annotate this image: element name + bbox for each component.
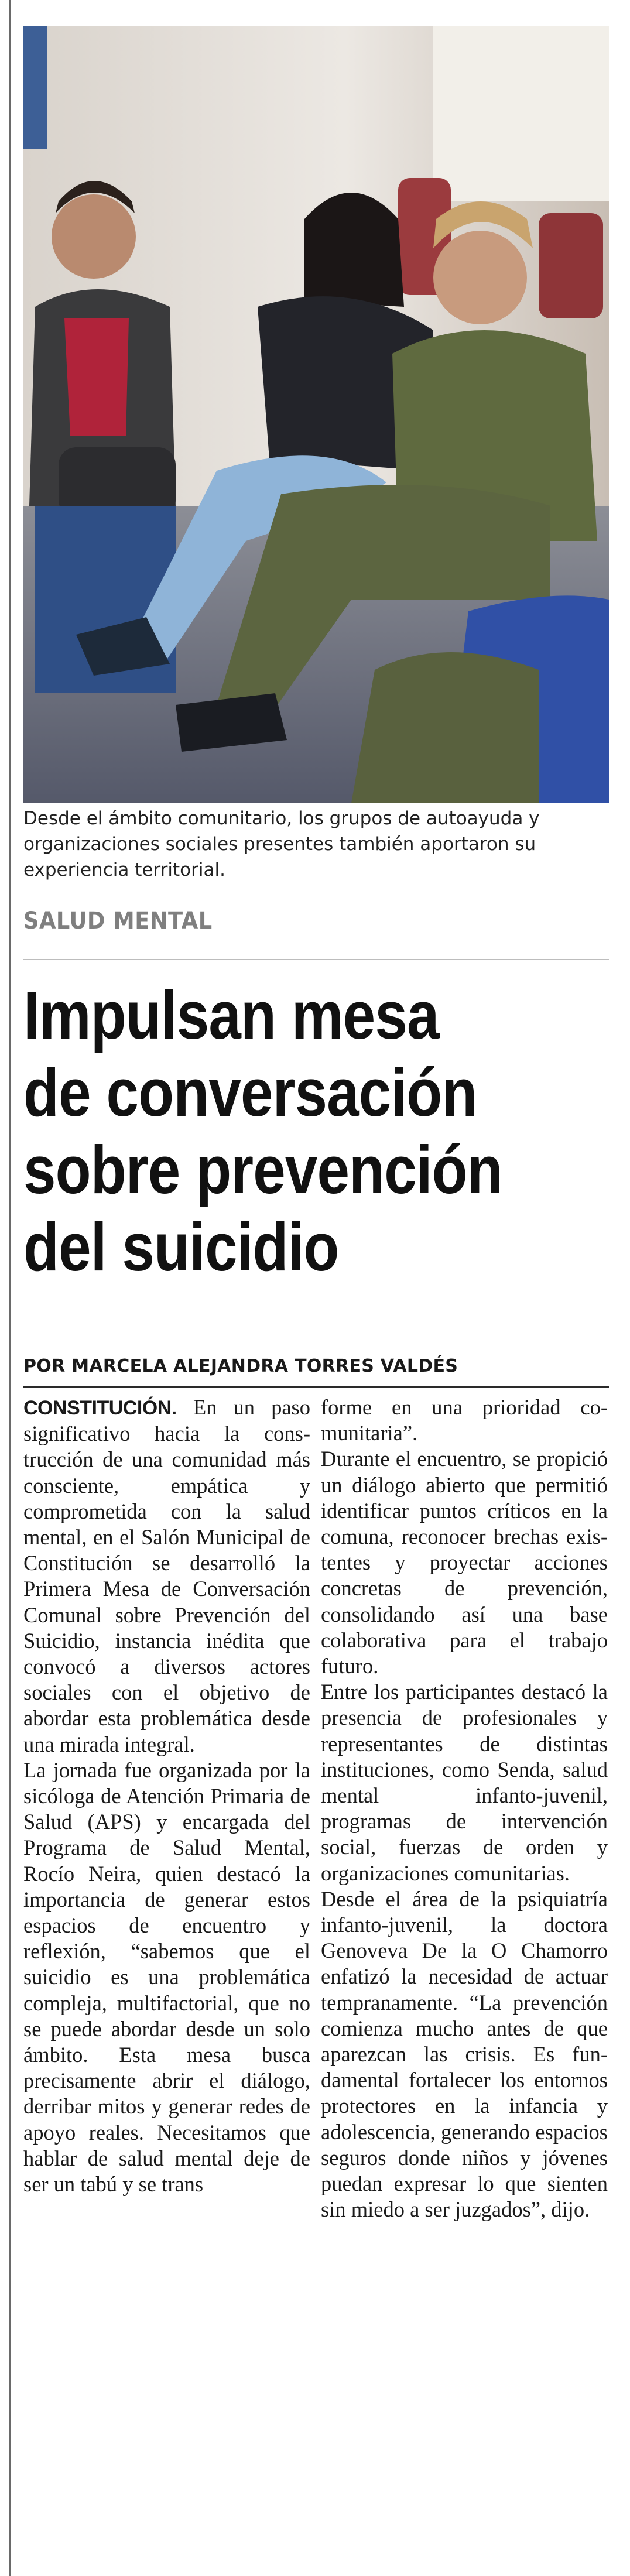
- paragraph-1: [23, 1395, 310, 1758]
- paragraph-3: Durante el encuentro, se propició un diálogo abierto que permitió identificar puntos críticos en la comuna, reconocer brechas existentes y proyectar acciones concretas de prevención, consolidando así una base colaborativa para el trabajo futuro.: [321, 1447, 608, 1678]
- paragraph-2: La jornada fue organizada por la sicóloga de Atención Primaria de Salud (APS) y encargada del Programa de Salud Mental, Rocío Neira, quien destacó la importancia de generar estos espacios de encuentro y reflexión, “sabemos que el suicidio es una problemática compleja, multifactorial, que no se puede abordar desde un solo ámbito. Esta mesa busca precisamente abrir el diálogo, derribar mitos y generar redes de apoyo reales. Necesitamos que hablar de salud mental deje de ser un tabú y se trans: [23, 1758, 310, 2197]
- paragraph-4: Entre los participantes destacó la presencia de profesionales y representantes de distintas instituciones, como Senda, salud mental infanto-juvenil, programas de intervención social, fuerzas de orden y organizaciones comunitarias.: [321, 1680, 608, 1885]
- meeting-photo-illustration: [23, 26, 609, 803]
- headline-line-3: sobre prevención: [23, 1132, 502, 1208]
- paragraph-1-text: En un paso significativo hacia la construcción de una comunidad más consciente, empática y comprometida con la salud mental, en el Salón Municipal de Constitución se desarrolló la Primera Mesa de Conversación Comunal sobre Prevención del Suicidio, instancia inédita que convocó a diversos actores sociales con el objetivo de abordar esta problemática desde una mirada integral.: [23, 1395, 310, 1756]
- paragraph-2-continued: forme en una prioridad comunitaria”.: [321, 1395, 608, 1445]
- paragraph-5: Desde el área de la psiquiatría infanto-juvenil, la doctora Genoveva De la O Chamorro enfatizó la necesidad de actuar tempranamente. “La prevención comienza mucho antes de que aparezcan las crisis. Es fundamental fortalecer los entornos protectores en la infancia y adolescencia, generando espacios seguros donde niños y jóvenes puedan expresar lo que sienten sin miedo a ser juzgados”, dijo.: [321, 1886, 608, 2222]
- article-photo: [23, 26, 609, 803]
- page-margin-rule: [9, 0, 11, 2576]
- article-headline: [23, 977, 527, 1286]
- kicker-divider: [23, 959, 609, 960]
- headline-line-2: de conversación: [23, 1054, 477, 1131]
- article-column-left: [23, 1395, 310, 2197]
- photo-caption: Desde el ámbito comunitario, los grupos de autoayuda y organizaciones sociales presentes también aportaron su experiencia territorial.: [23, 808, 540, 881]
- section-kicker: SALUD MENTAL: [23, 907, 213, 934]
- dateline: CONSTITUCIÓN.: [23, 1397, 177, 1419]
- headline-line-4: del suicidio: [23, 1209, 339, 1285]
- byline-divider: [23, 1386, 609, 1388]
- headline-line-1: Impulsan mesa: [23, 977, 439, 1053]
- byline: POR MARCELA ALEJANDRA TORRES VALDÉS: [23, 1356, 458, 1376]
- article-column-right: [321, 1395, 608, 2223]
